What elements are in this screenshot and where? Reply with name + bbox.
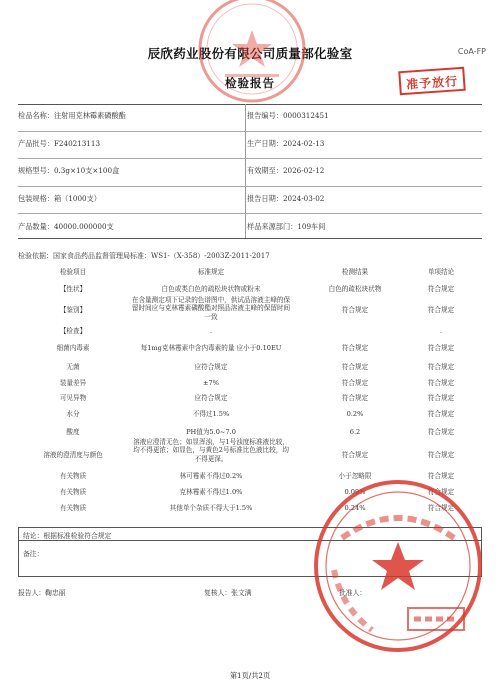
header-result: 检测结果 — [341, 268, 369, 276]
row-standard: 其他单个杂质不得大于1.5% — [169, 504, 253, 512]
row-standard: PH值为5.0~7.0 — [186, 428, 236, 436]
info-rule — [18, 158, 482, 159]
report-title: 检验报告 — [225, 76, 275, 90]
row-standard: 应符合规定 — [194, 394, 228, 402]
remarks-text: 备注： — [23, 550, 44, 558]
header-item: 检验项目 — [59, 268, 87, 276]
row-result: 0.2% — [346, 410, 364, 418]
report-date: 报告日期：2024-03-02 — [247, 194, 325, 203]
row-conclusion: 符合规定 — [427, 306, 455, 314]
row-standard: 不得过1.5% — [192, 410, 230, 418]
expiry-date: 有效期至：2026-02-12 — [247, 166, 325, 175]
row-item: 有关物质 — [59, 504, 87, 512]
release-stamp: 准予放行 — [398, 67, 466, 96]
row-conclusion: 符合规定 — [427, 451, 455, 459]
info-rule — [18, 131, 482, 132]
row-result: 符合规定 — [341, 451, 369, 459]
row-item: 无菌 — [66, 363, 80, 371]
row-result: 0.09% — [344, 488, 366, 496]
header-conclusion: 单项结论 — [427, 268, 455, 276]
row-conclusion: 符合规定 — [427, 488, 455, 496]
reviewer-signature: 复核人：张文满 — [204, 589, 252, 597]
row-result: 符合规定 — [341, 394, 369, 402]
row-result: 0.24% — [344, 504, 366, 512]
row-item: 有关物质 — [59, 488, 87, 496]
row-conclusion: 符合规定 — [427, 410, 455, 418]
row-conclusion: 符合规定 — [427, 363, 455, 371]
row-standard: 克林霉素不得过1.0% — [179, 488, 243, 496]
row-item: 酸度 — [66, 428, 80, 436]
row-standard: 应符合规定 — [194, 363, 228, 371]
row-result: 小于忽略限 — [338, 472, 372, 480]
packaging: 包装规格：箱（1000支） — [18, 194, 101, 203]
row-conclusion: 符合规定 — [427, 428, 455, 436]
form-code: CoA-FP — [457, 47, 486, 56]
row-item: 【鉴别】 — [59, 306, 87, 314]
row-conclusion: 符合规定 — [427, 394, 455, 402]
row-conclusion: 符合规定 — [427, 379, 455, 387]
row-result: 6.2 — [349, 428, 361, 436]
sample-source: 样品来源部门：109车间 — [247, 222, 326, 231]
product-quantity: 产品数量：40000.000000支 — [18, 222, 114, 231]
row-result: 符合规定 — [341, 344, 369, 352]
report-number: 报告编号：0000312451 — [247, 111, 329, 120]
row-item: 有关物质 — [59, 472, 87, 480]
row-standard: . — [209, 327, 213, 335]
conclusion-text: 结论：根据标准检验符合规定 — [23, 532, 112, 540]
info-top-rule — [18, 104, 482, 105]
batch-number: 产品批号：F240213113 — [18, 139, 101, 148]
row-conclusion: 符合规定 — [427, 344, 455, 352]
info-rule — [18, 186, 482, 187]
row-conclusion: . — [439, 327, 443, 335]
row-standard: 林可霉素不得过0.2% — [179, 472, 243, 480]
row-standard: 在含量测定项下记录的色谱图中，供试品溶液主峰的保留时间应与克林霉素磷酸酯对照品溶液主峰的保留时间一致 — [131, 296, 291, 321]
row-item: 细菌内毒素 — [56, 344, 90, 352]
row-conclusion: 符合规定 — [427, 472, 455, 480]
production-date: 生产日期：2024-02-13 — [247, 139, 325, 148]
quality-seal — [312, 478, 484, 654]
row-standard: 白色或类白色的疏松块状物或粉末 — [161, 285, 261, 293]
row-result: 符合规定 — [341, 379, 369, 387]
row-result: 白色的疏松块状物 — [328, 285, 382, 293]
row-conclusion: 符合规定 — [427, 285, 455, 293]
company-name: 辰欣药业股份有限公司质量部化验室 — [147, 46, 353, 61]
row-item: 溶液的澄清度与颜色 — [43, 451, 103, 459]
row-item: 装量差异 — [59, 379, 87, 387]
row-standard: ±7% — [203, 379, 219, 387]
row-standard: 每1mg克林霉素中含内毒素的量 应小于0.10EU — [140, 344, 282, 352]
inspection-basis: 检验依据：国家食品药品监督管理局标准：WS1-（X-358）-2003Z-2011-2017 — [18, 252, 270, 260]
info-divider — [245, 104, 246, 238]
info-rule — [18, 213, 482, 214]
reporter-signature: 报告人：鞠忠丽 — [18, 589, 66, 597]
row-result: 符合规定 — [341, 306, 369, 314]
approver-signature: 批准人： — [339, 589, 367, 597]
row-item: 【性状】 — [59, 285, 87, 293]
row-standard: 溶液应澄清无色；如显浑浊，与1号浊度标准液比较，均不得更浓；如显色，与黄色2号标准比色液比较，均不得更深。 — [133, 438, 289, 463]
header-standard: 标准规定 — [197, 268, 225, 276]
row-result: 符合规定 — [341, 363, 369, 371]
row-conclusion: 符合规定 — [427, 504, 455, 512]
row-item: 可见异物 — [59, 394, 87, 402]
page-number: 第1页/共2页 — [229, 671, 271, 680]
row-item: 【检查】 — [59, 327, 87, 335]
product-name: 检品名称：注射用克林霉素磷酸酯 — [18, 111, 126, 120]
row-item: 水分 — [66, 410, 80, 418]
specification: 规格型号：0.3g×10支×100盒 — [18, 166, 120, 175]
company-seal-top — [195, 0, 309, 106]
info-bottom-rule — [18, 238, 482, 239]
